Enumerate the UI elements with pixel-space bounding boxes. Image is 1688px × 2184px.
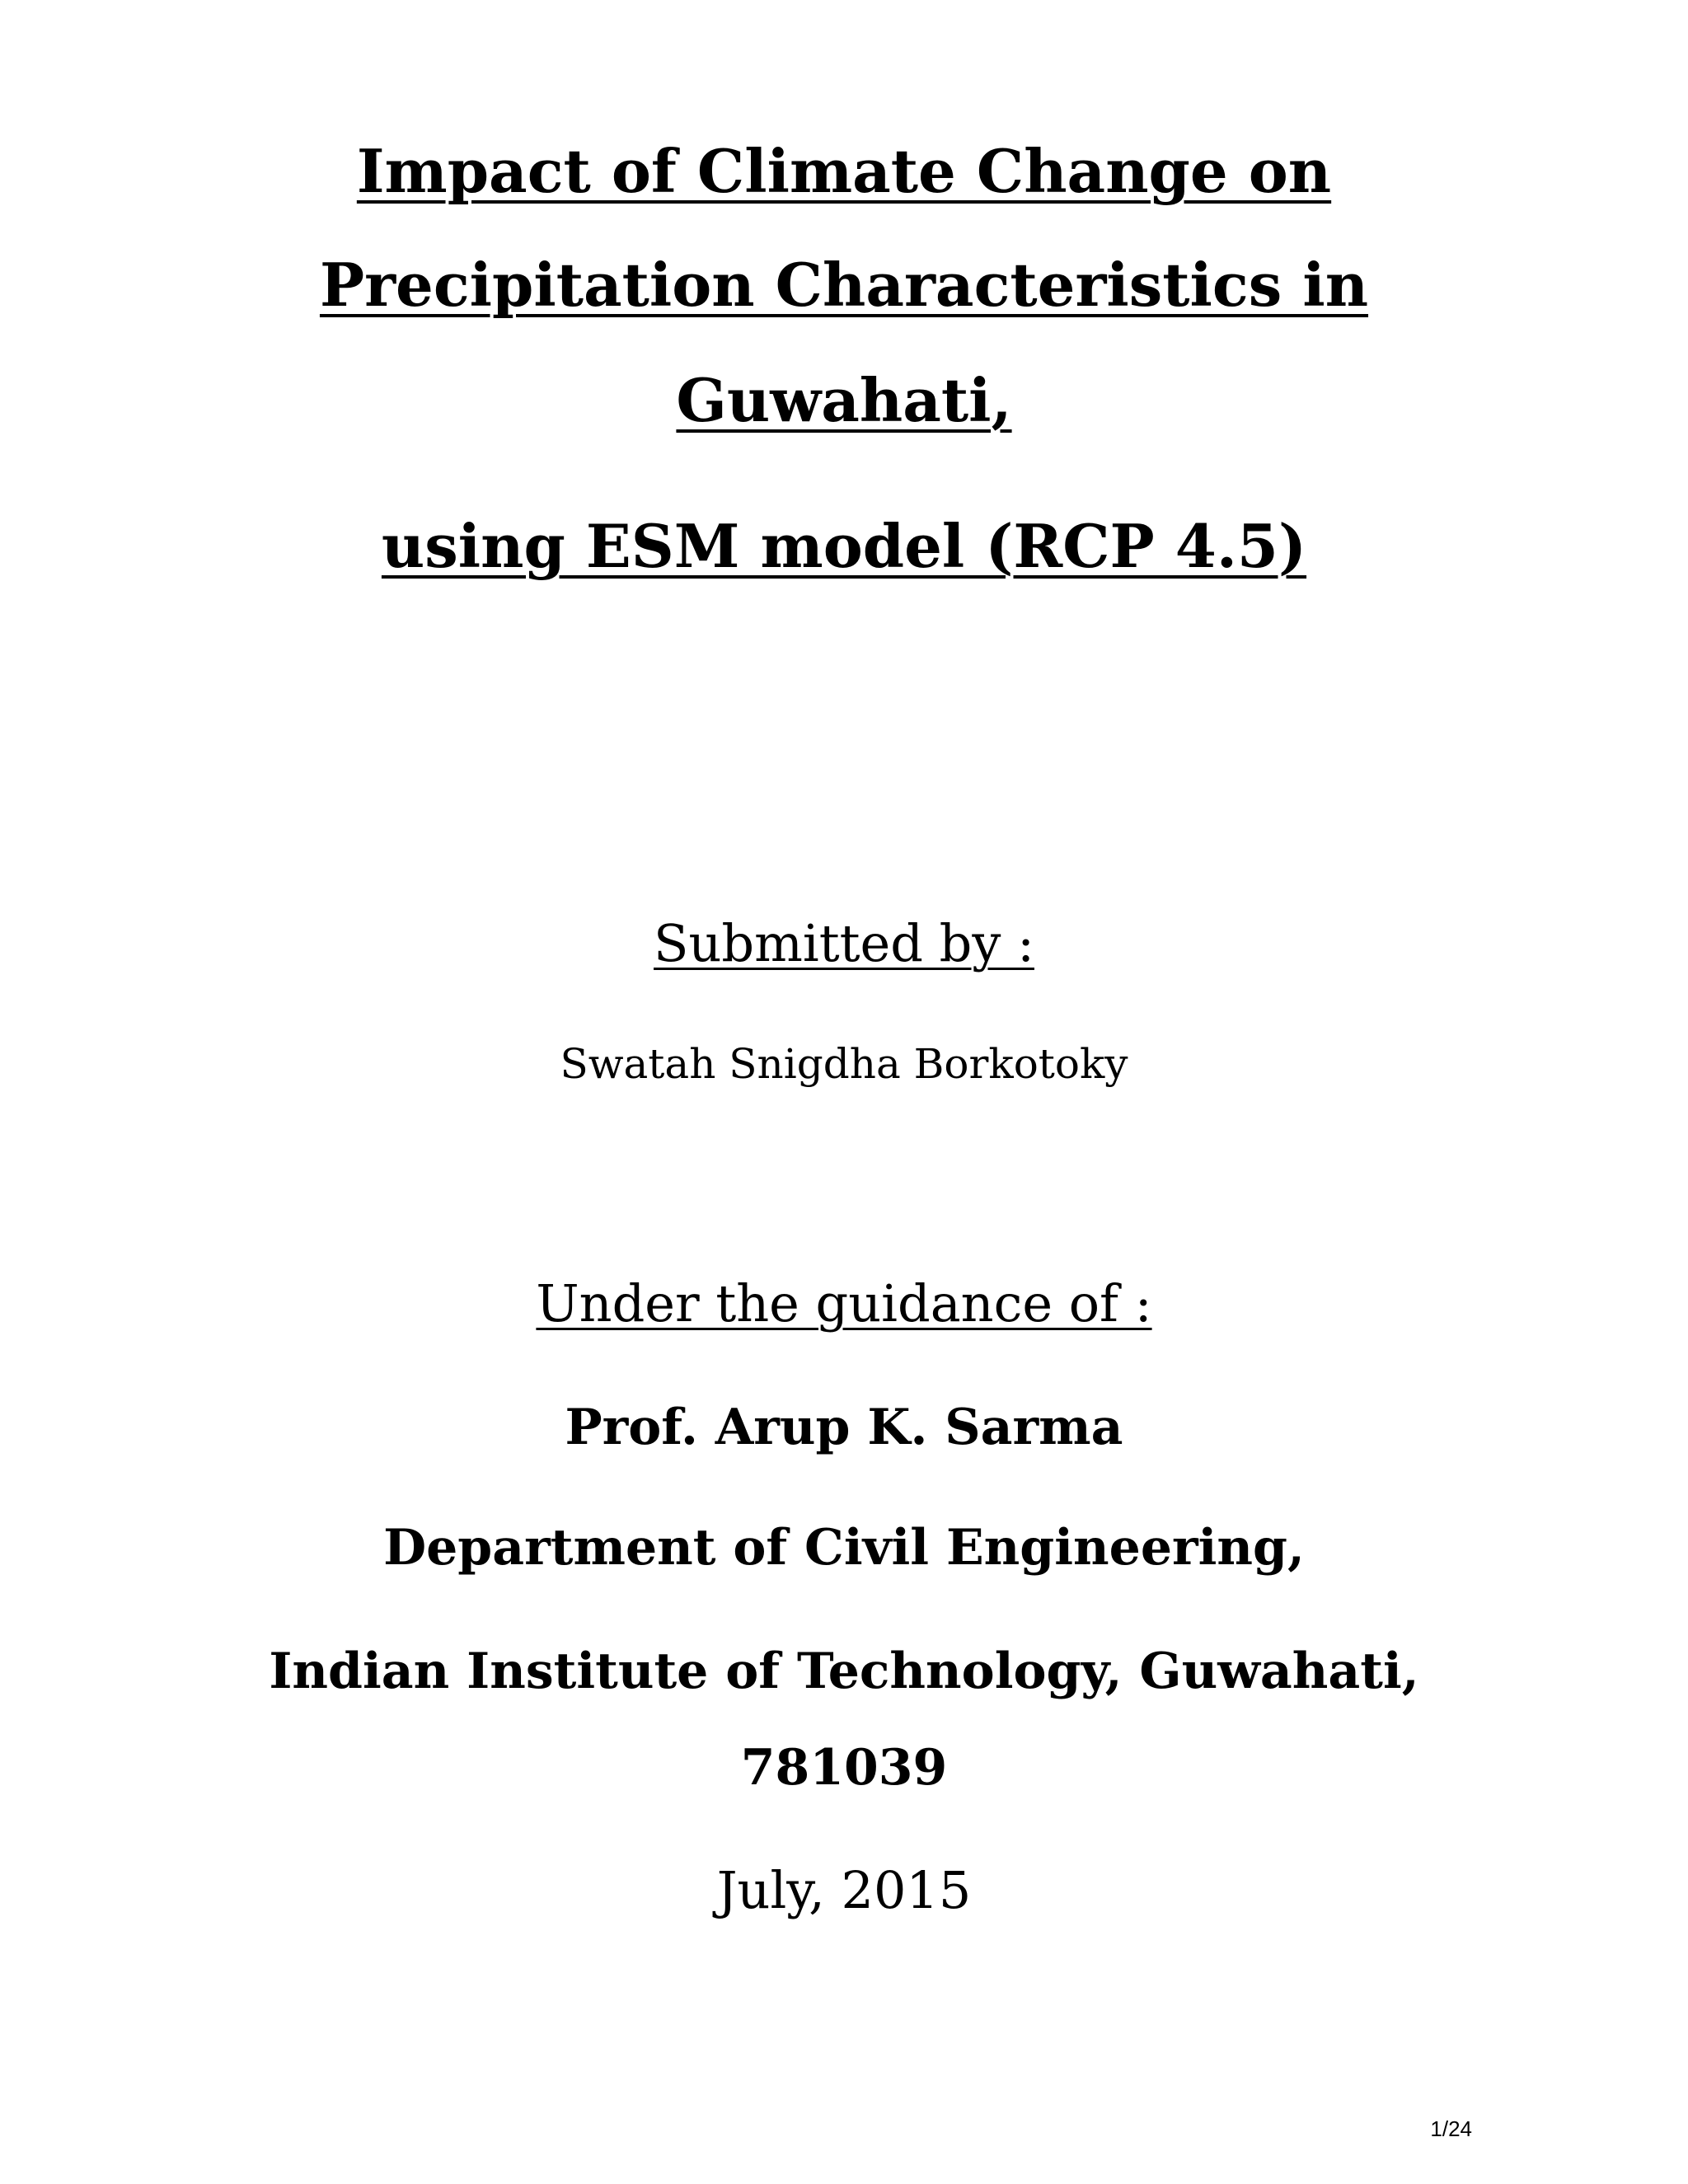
institute-name: Indian Institute of Technology, Guwahati, [269,1643,1419,1700]
author-name: Swatah Snigdha Borkotoky [560,1040,1128,1088]
department-name: Department of Civil Engineering, [383,1519,1305,1577]
guide-name: Prof. Arup K. Sarma [565,1399,1123,1456]
submission-date: July, 2015 [716,1860,972,1920]
submitted-by-label: Submitted by : [654,913,1034,973]
page-number: 1/24 [1430,2116,1472,2141]
title-line-1: Impact of Climate Change on [356,136,1332,206]
title-line-4: using ESM model (RCP 4.5) [381,511,1307,581]
institute-pincode: 781039 [740,1739,948,1797]
title-line-2: Precipitation Characteristics in [319,250,1369,320]
guidance-label: Under the guidance of : [536,1273,1152,1333]
title-line-3: Guwahati, [676,365,1012,435]
